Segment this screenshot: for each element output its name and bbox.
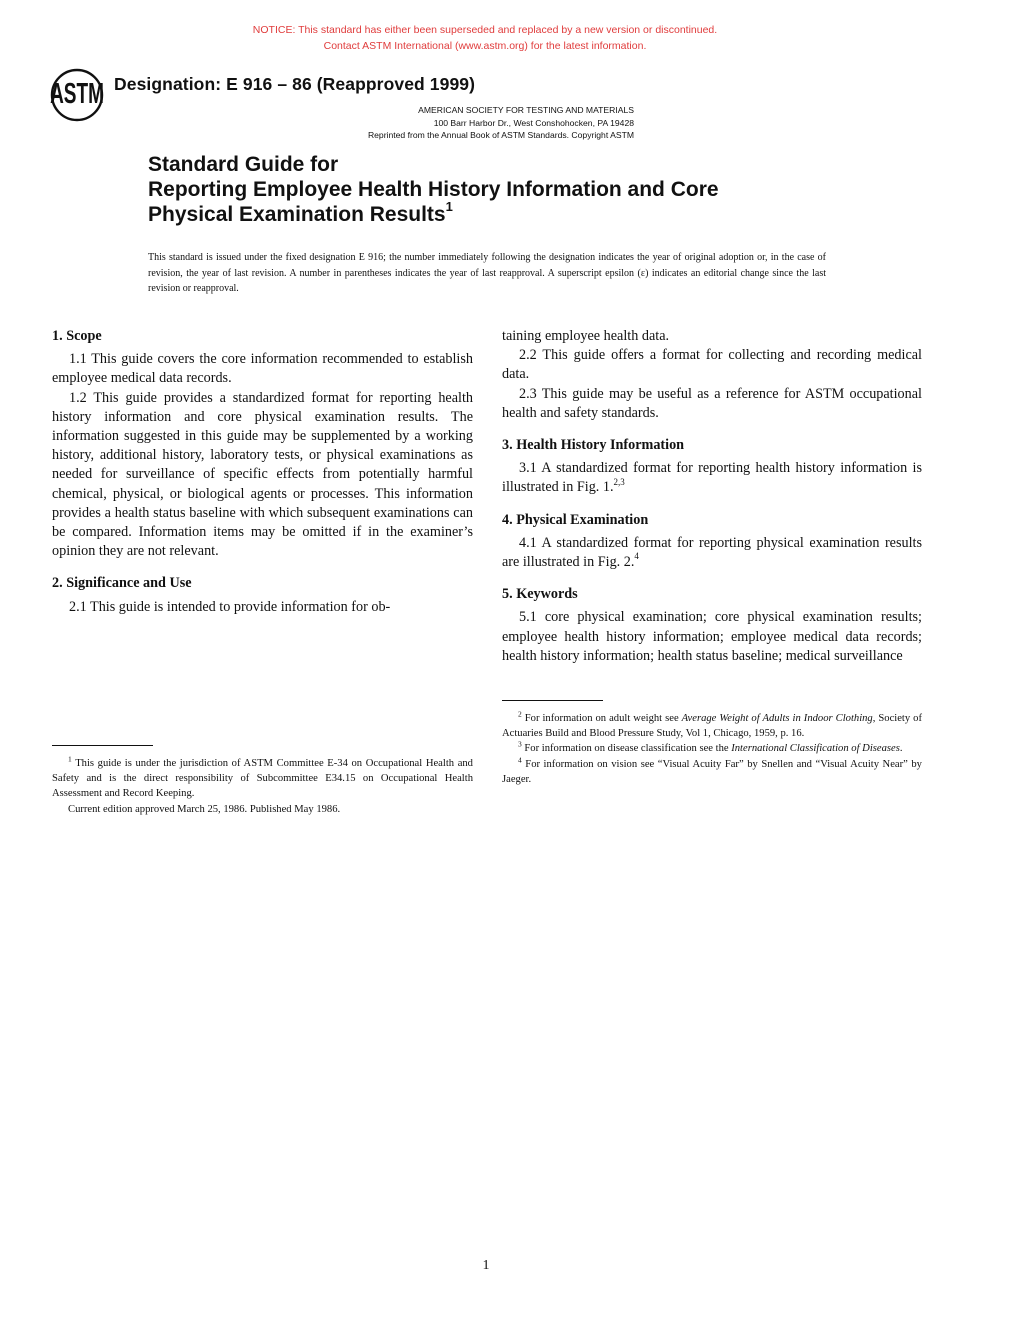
paragraph-4-1-text: 4.1 A standardized format for reporting physical examination results are illustrated in Fig. 2. xyxy=(502,534,922,571)
title-line-2: Reporting Employee Health History Information and Core xyxy=(148,178,719,201)
footnote-divider xyxy=(52,745,153,746)
astm-website-link[interactable]: www.astm.org xyxy=(458,40,525,52)
footnote-mark: 4 xyxy=(518,755,522,765)
document-title xyxy=(148,152,719,227)
title-line-3-text: Physical Examination Results xyxy=(148,203,446,226)
section-heading: 2. Significance and Use xyxy=(52,575,192,592)
footnote-4-text: For information on vision see “Visual Acuity Far” by Snellen and “Visual Acuity Near” by Jaeger. xyxy=(502,758,922,785)
paragraph-2-1-start: 2.1 This guide is intended to provide information for ob- xyxy=(69,598,391,615)
right-column xyxy=(502,327,922,666)
footnote-3-title: International Classification of Diseases xyxy=(731,743,900,755)
footnote-3 xyxy=(502,741,922,756)
section-heading: 4. Physical Examination xyxy=(502,511,649,528)
section-health-history xyxy=(502,436,922,498)
publisher-address: 100 Barr Harbor Dr., West Conshohocken, PA 19428 xyxy=(433,117,634,128)
footnote-3-post: . xyxy=(899,743,903,755)
footnote-2-title: Average Weight of Adults in Indoor Clothing xyxy=(681,713,873,724)
paragraph-5-1: 5.1 core physical examination; core physical examination results; employee health history information; employee medical data records; health history information; health status baseline; medical surveillance xyxy=(502,609,922,664)
notice-line-2-pre: Contact ASTM International ( xyxy=(323,40,459,52)
paragraph-2-1-end: taining employee health data. xyxy=(502,328,670,344)
publisher-name: AMERICAN SOCIETY FOR TESTING AND MATERIALS xyxy=(418,105,634,115)
section-keywords xyxy=(502,585,922,666)
paragraph-4-1 xyxy=(502,534,922,572)
footnote-4 xyxy=(502,757,922,787)
footnote-3-pre: For information on disease classification see the xyxy=(524,743,732,755)
footnote-2-pre: For information on adult weight see xyxy=(524,713,682,724)
astm-logo xyxy=(50,68,104,122)
footnotes-left xyxy=(52,756,473,817)
title-line-1: Standard Guide for xyxy=(148,153,339,176)
issuance-note: This standard is issued under the fixed designation E 916; the number immediately following the designation indicates the year of original adoption or, in the case of revision, the year of last revision. A number in parentheses indicates the year of last reapproval. A superscript epsilon (ε) indicates an editorial change since the last revision or reapproval. xyxy=(148,252,826,294)
footnote-1-text: This guide is under the jurisdiction of ASTM Committee E-34 on Occupational Health and Safety and is the direct responsibility of Subcommittee E34.15 on Occupational Health Assessment and Record Keeping. xyxy=(52,758,473,800)
section-physical-examination xyxy=(502,511,922,573)
page-number: 1 xyxy=(482,1258,490,1273)
title-footnote-mark: 1 xyxy=(445,199,453,214)
section-heading: 5. Keywords xyxy=(502,586,578,603)
designation: Designation: E 916 – 86 (Reapproved 1999) xyxy=(114,74,476,94)
notice-line-1: NOTICE: This standard has either been superseded and replaced by a new version or discontinued. xyxy=(252,24,718,36)
footnote-ref-2-3: 2,3 xyxy=(613,476,625,487)
footnotes-right xyxy=(502,711,922,787)
footnote-ref-4: 4 xyxy=(634,551,639,562)
footnote-mark: 3 xyxy=(518,739,522,749)
section-significance-continued xyxy=(502,327,922,423)
footnote-1-edition: Current edition approved March 25, 1986. Published May 1986. xyxy=(68,803,341,815)
footnote-1 xyxy=(52,756,473,802)
paragraph-3-1 xyxy=(502,459,922,497)
section-heading: 1. Scope xyxy=(52,328,102,344)
paragraph-3-1-text: 3.1 A standardized format for reporting health history information is illustrated in Fig. 1. xyxy=(502,460,922,496)
notice-line-2-post: ) for the latest information. xyxy=(524,40,647,52)
section-heading: 3. Health History Information xyxy=(502,437,685,454)
section-scope xyxy=(52,327,473,561)
publisher-block xyxy=(368,104,634,142)
logo-lettering: ASTM xyxy=(50,78,104,111)
title-line-3 xyxy=(148,199,719,227)
paragraph-1-1: 1.1 This guide covers the core information recommended to establish employee medical data records. xyxy=(52,351,473,387)
supersession-notice xyxy=(0,22,970,54)
paragraph-2-3: 2.3 This guide may be useful as a reference for ASTM occupational health and safety standards. xyxy=(502,385,922,421)
left-column xyxy=(52,327,473,617)
footnote-2-post: , Society of Actuaries Build and Blood Pressure Study, Vol 1, Chicago, 1959, p. 16. xyxy=(502,713,922,740)
paragraph-1-2: 1.2 This guide provides a standardized format for reporting health history information and core physical examination results. The information suggested in this guide may be supplemented by a working history, additional history, laboratory tests, or physical examinations as needed for surveillance of specific effects from potentially harmful chemical, physical, or biological agents or processes. This information provides a health status baseline with which subsequent examinations can be compared. Information items may be omitted if in the examiner’s opinion they are not relevant. xyxy=(52,389,473,560)
paragraph-2-2: 2.2 This guide offers a format for collecting and recording medical data. xyxy=(502,347,922,383)
section-significance xyxy=(52,574,473,616)
reprint-line: Reprinted from the Annual Book of ASTM Standards. Copyright ASTM xyxy=(367,130,634,140)
footnote-2 xyxy=(502,711,922,741)
footnote-mark: 2 xyxy=(518,709,522,719)
notice-line-2 xyxy=(0,38,970,54)
footnote-mark: 1 xyxy=(68,754,72,764)
footnote-divider xyxy=(502,700,603,701)
